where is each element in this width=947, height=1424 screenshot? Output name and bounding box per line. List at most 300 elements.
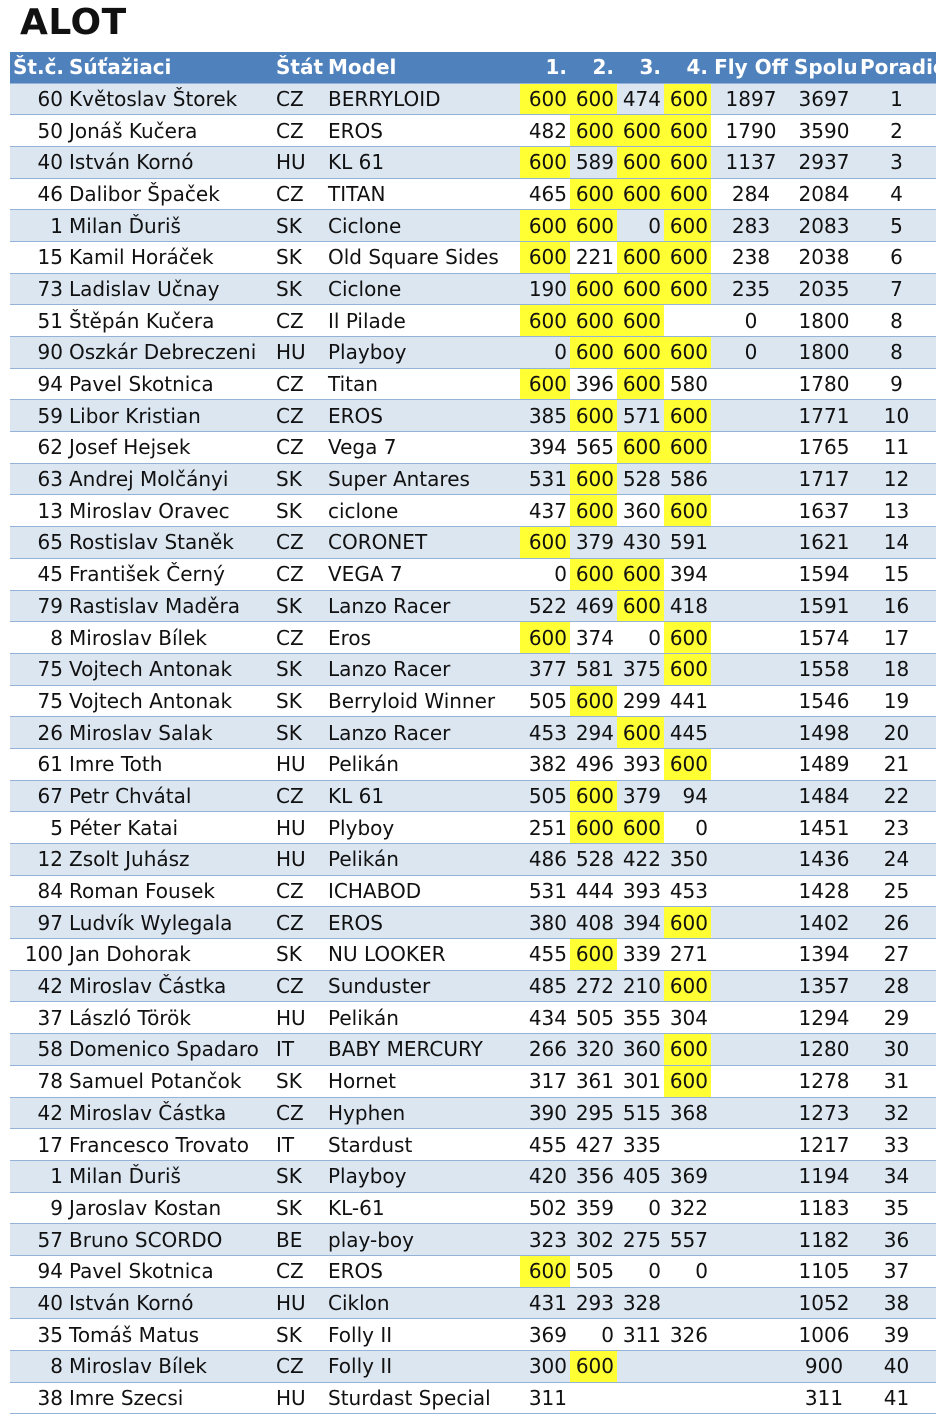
cell-round-3: 328 <box>617 1287 664 1319</box>
cell-fly-off <box>711 1097 791 1129</box>
cell-fly-off <box>711 1351 791 1383</box>
cell-rank: 31 <box>857 1065 936 1097</box>
cell-round-2: 361 <box>570 1065 617 1097</box>
cell-round-1: 0 <box>520 337 570 369</box>
cell-rank: 24 <box>857 844 936 876</box>
cell-round-2: 581 <box>570 653 617 685</box>
cell-round-3: 393 <box>617 875 664 907</box>
cell-rank: 40 <box>857 1351 936 1383</box>
cell-total: 1765 <box>791 432 857 464</box>
cell-total: 2083 <box>791 210 857 242</box>
cell-round-3: 0 <box>617 1255 664 1287</box>
cell-competitor: Milan Ďuriš <box>66 1160 273 1192</box>
cell-round-2: 408 <box>570 907 617 939</box>
cell-fly-off <box>711 1034 791 1066</box>
table-row <box>10 844 936 876</box>
cell-rank: 22 <box>857 780 936 812</box>
cell-round-4: 350 <box>664 844 711 876</box>
cell-fly-off <box>711 1192 791 1224</box>
table-row <box>10 495 936 527</box>
cell-round-4 <box>664 1129 711 1161</box>
cell-round-3: 600 <box>617 178 664 210</box>
cell-rank: 20 <box>857 717 936 749</box>
cell-total: 1498 <box>791 717 857 749</box>
cell-start-number: 59 <box>10 400 66 432</box>
cell-model: Playboy <box>325 1160 520 1192</box>
cell-round-4: 600 <box>664 337 711 369</box>
cell-competitor: László Török <box>66 1002 273 1034</box>
cell-state: CZ <box>273 178 325 210</box>
cell-competitor: Josef Hejsek <box>66 432 273 464</box>
table-row <box>10 875 936 907</box>
cell-round-4: 600 <box>664 748 711 780</box>
cell-total: 1273 <box>791 1097 857 1129</box>
cell-round-1: 600 <box>520 146 570 178</box>
cell-rank: 1 <box>857 83 936 115</box>
cell-round-2: 600 <box>570 812 617 844</box>
cell-round-3 <box>617 1382 664 1414</box>
cell-state: CZ <box>273 907 325 939</box>
cell-round-1: 431 <box>520 1287 570 1319</box>
cell-round-3: 600 <box>617 115 664 147</box>
cell-fly-off <box>711 1287 791 1319</box>
cell-round-3: 600 <box>617 273 664 305</box>
cell-competitor: Imre Szecsi <box>66 1382 273 1414</box>
cell-rank: 7 <box>857 273 936 305</box>
cell-start-number: 35 <box>10 1319 66 1351</box>
cell-model: CORONET <box>325 527 520 559</box>
cell-competitor: Francesco Trovato <box>66 1129 273 1161</box>
cell-competitor: Péter Katai <box>66 812 273 844</box>
cell-model: Hyphen <box>325 1097 520 1129</box>
cell-round-3: 600 <box>617 241 664 273</box>
cell-state: SK <box>273 463 325 495</box>
cell-fly-off <box>711 1224 791 1256</box>
table-row <box>10 146 936 178</box>
cell-round-3: 0 <box>617 1192 664 1224</box>
cell-round-3: 528 <box>617 463 664 495</box>
cell-rank: 6 <box>857 241 936 273</box>
cell-round-4: 600 <box>664 495 711 527</box>
cell-total: 1182 <box>791 1224 857 1256</box>
cell-competitor: Rostislav Staněk <box>66 527 273 559</box>
cell-round-2: 600 <box>570 115 617 147</box>
cell-start-number: 9 <box>10 1192 66 1224</box>
cell-start-number: 46 <box>10 178 66 210</box>
cell-state: SK <box>273 653 325 685</box>
cell-state: SK <box>273 210 325 242</box>
cell-round-2: 444 <box>570 875 617 907</box>
table-row <box>10 305 936 337</box>
cell-round-3: 311 <box>617 1319 664 1351</box>
cell-round-2: 600 <box>570 178 617 210</box>
cell-rank: 8 <box>857 305 936 337</box>
cell-round-2: 295 <box>570 1097 617 1129</box>
cell-state: HU <box>273 1287 325 1319</box>
cell-start-number: 51 <box>10 305 66 337</box>
cell-competitor: Miroslav Salak <box>66 717 273 749</box>
cell-model: KL-61 <box>325 1192 520 1224</box>
cell-round-4 <box>664 1287 711 1319</box>
cell-round-1: 600 <box>520 83 570 115</box>
cell-start-number: 75 <box>10 685 66 717</box>
cell-round-3: 515 <box>617 1097 664 1129</box>
cell-start-number: 100 <box>10 939 66 971</box>
table-row <box>10 717 936 749</box>
cell-start-number: 26 <box>10 717 66 749</box>
cell-total: 1574 <box>791 622 857 654</box>
cell-round-2: 294 <box>570 717 617 749</box>
cell-total: 2035 <box>791 273 857 305</box>
cell-round-3: 600 <box>617 146 664 178</box>
cell-competitor: Miroslav Bílek <box>66 622 273 654</box>
cell-round-3: 355 <box>617 1002 664 1034</box>
cell-round-2: 600 <box>570 558 617 590</box>
cell-round-4: 0 <box>664 1255 711 1287</box>
cell-competitor: Petr Chvátal <box>66 780 273 812</box>
cell-round-4: 600 <box>664 83 711 115</box>
cell-fly-off <box>711 368 791 400</box>
cell-rank: 4 <box>857 178 936 210</box>
cell-competitor: Štěpán Kučera <box>66 305 273 337</box>
cell-round-4: 600 <box>664 146 711 178</box>
table-row <box>10 178 936 210</box>
cell-round-3: 600 <box>617 558 664 590</box>
cell-rank: 32 <box>857 1097 936 1129</box>
cell-round-1: 266 <box>520 1034 570 1066</box>
cell-round-4: 418 <box>664 590 711 622</box>
table-row <box>10 1351 936 1383</box>
cell-total: 1294 <box>791 1002 857 1034</box>
cell-model: Pelikán <box>325 1002 520 1034</box>
cell-rank: 37 <box>857 1255 936 1287</box>
cell-start-number: 73 <box>10 273 66 305</box>
cell-model: Playboy <box>325 337 520 369</box>
cell-round-4 <box>664 1351 711 1383</box>
cell-rank: 23 <box>857 812 936 844</box>
cell-fly-off <box>711 939 791 971</box>
cell-rank: 26 <box>857 907 936 939</box>
cell-rank: 27 <box>857 939 936 971</box>
cell-fly-off: 0 <box>711 305 791 337</box>
cell-round-4: 0 <box>664 812 711 844</box>
cell-round-4: 326 <box>664 1319 711 1351</box>
table-row <box>10 241 936 273</box>
cell-round-2: 0 <box>570 1319 617 1351</box>
cell-round-2: 600 <box>570 463 617 495</box>
cell-total: 1217 <box>791 1129 857 1161</box>
cell-competitor: Miroslav Oravec <box>66 495 273 527</box>
cell-model: Folly II <box>325 1351 520 1383</box>
cell-total: 1780 <box>791 368 857 400</box>
cell-competitor: Samuel Potančok <box>66 1065 273 1097</box>
cell-round-3: 299 <box>617 685 664 717</box>
cell-round-1: 600 <box>520 241 570 273</box>
cell-start-number: 63 <box>10 463 66 495</box>
cell-fly-off <box>711 653 791 685</box>
cell-total: 1280 <box>791 1034 857 1066</box>
cell-state: HU <box>273 146 325 178</box>
cell-start-number: 13 <box>10 495 66 527</box>
cell-rank: 2 <box>857 115 936 147</box>
cell-round-1: 531 <box>520 875 570 907</box>
cell-round-4: 600 <box>664 210 711 242</box>
cell-state: SK <box>273 1192 325 1224</box>
table-row <box>10 590 936 622</box>
cell-round-3: 0 <box>617 622 664 654</box>
cell-competitor: Dalibor Špaček <box>66 178 273 210</box>
cell-state: CZ <box>273 115 325 147</box>
table-row <box>10 1287 936 1319</box>
cell-model: BABY MERCURY <box>325 1034 520 1066</box>
cell-model: Ciclone <box>325 210 520 242</box>
cell-state: HU <box>273 337 325 369</box>
cell-round-4: 586 <box>664 463 711 495</box>
cell-fly-off <box>711 812 791 844</box>
cell-total: 1558 <box>791 653 857 685</box>
cell-state: CZ <box>273 622 325 654</box>
cell-rank: 16 <box>857 590 936 622</box>
cell-round-2: 600 <box>570 337 617 369</box>
cell-competitor: František Černý <box>66 558 273 590</box>
cell-competitor: Libor Kristian <box>66 400 273 432</box>
cell-state: HU <box>273 812 325 844</box>
cell-round-3: 375 <box>617 653 664 685</box>
cell-total: 1278 <box>791 1065 857 1097</box>
cell-start-number: 1 <box>10 1160 66 1192</box>
cell-state: CZ <box>273 400 325 432</box>
cell-model: NU LOOKER <box>325 939 520 971</box>
cell-fly-off <box>711 717 791 749</box>
cell-round-1: 369 <box>520 1319 570 1351</box>
table-row <box>10 748 936 780</box>
cell-competitor: Milan Ďuriš <box>66 210 273 242</box>
cell-round-1: 600 <box>520 527 570 559</box>
cell-rank: 30 <box>857 1034 936 1066</box>
cell-rank: 39 <box>857 1319 936 1351</box>
cell-total: 1771 <box>791 400 857 432</box>
cell-round-3: 379 <box>617 780 664 812</box>
cell-fly-off: 1790 <box>711 115 791 147</box>
cell-competitor: István Kornó <box>66 146 273 178</box>
cell-state: CZ <box>273 83 325 115</box>
cell-round-1: 420 <box>520 1160 570 1192</box>
cell-total: 3590 <box>791 115 857 147</box>
cell-round-2: 600 <box>570 939 617 971</box>
cell-state: CZ <box>273 368 325 400</box>
cell-fly-off <box>711 400 791 432</box>
cell-round-1: 311 <box>520 1382 570 1414</box>
cell-start-number: 61 <box>10 748 66 780</box>
table-row <box>10 653 936 685</box>
cell-round-4: 322 <box>664 1192 711 1224</box>
cell-round-2: 469 <box>570 590 617 622</box>
cell-model: ciclone <box>325 495 520 527</box>
cell-round-1: 390 <box>520 1097 570 1129</box>
cell-round-3: 360 <box>617 495 664 527</box>
cell-round-1: 465 <box>520 178 570 210</box>
cell-round-3: 430 <box>617 527 664 559</box>
cell-state: HU <box>273 1002 325 1034</box>
cell-competitor: Andrej Molčányi <box>66 463 273 495</box>
cell-fly-off <box>711 907 791 939</box>
cell-round-1: 377 <box>520 653 570 685</box>
cell-state: SK <box>273 1160 325 1192</box>
table-row <box>10 1382 936 1414</box>
cell-model: Eros <box>325 622 520 654</box>
cell-round-3: 600 <box>617 812 664 844</box>
header-rank: Poradie <box>860 55 947 80</box>
cell-model: EROS <box>325 1255 520 1287</box>
cell-model: play-boy <box>325 1224 520 1256</box>
cell-round-2: 272 <box>570 970 617 1002</box>
cell-rank: 15 <box>857 558 936 590</box>
cell-state: SK <box>273 495 325 527</box>
cell-round-4: 600 <box>664 907 711 939</box>
cell-fly-off <box>711 1129 791 1161</box>
cell-fly-off: 0 <box>711 337 791 369</box>
cell-round-2: 359 <box>570 1192 617 1224</box>
cell-total: 1428 <box>791 875 857 907</box>
cell-round-4: 369 <box>664 1160 711 1192</box>
table-row <box>10 1097 936 1129</box>
cell-round-2: 528 <box>570 844 617 876</box>
cell-round-2: 505 <box>570 1255 617 1287</box>
cell-round-4: 394 <box>664 558 711 590</box>
cell-round-3: 422 <box>617 844 664 876</box>
cell-round-4: 600 <box>664 115 711 147</box>
cell-state: SK <box>273 241 325 273</box>
cell-fly-off <box>711 844 791 876</box>
cell-round-2: 427 <box>570 1129 617 1161</box>
cell-round-4: 600 <box>664 178 711 210</box>
cell-fly-off <box>711 748 791 780</box>
cell-competitor: Tomáš Matus <box>66 1319 273 1351</box>
cell-round-4: 271 <box>664 939 711 971</box>
cell-state: CZ <box>273 558 325 590</box>
cell-start-number: 90 <box>10 337 66 369</box>
cell-round-1: 522 <box>520 590 570 622</box>
cell-start-number: 45 <box>10 558 66 590</box>
cell-start-number: 97 <box>10 907 66 939</box>
cell-fly-off <box>711 1382 791 1414</box>
results-table <box>10 52 947 1414</box>
cell-round-2: 565 <box>570 432 617 464</box>
table-row <box>10 780 936 812</box>
cell-round-1: 600 <box>520 622 570 654</box>
table-row <box>10 210 936 242</box>
table-row <box>10 337 936 369</box>
cell-round-2: 600 <box>570 1351 617 1383</box>
cell-model: Titan <box>325 368 520 400</box>
header-round-2: 2. <box>592 55 614 80</box>
cell-rank: 25 <box>857 875 936 907</box>
cell-fly-off: 235 <box>711 273 791 305</box>
cell-round-1: 482 <box>520 115 570 147</box>
cell-round-2: 600 <box>570 780 617 812</box>
cell-start-number: 75 <box>10 653 66 685</box>
table-row <box>10 463 936 495</box>
cell-model: EROS <box>325 115 520 147</box>
cell-model: TITAN <box>325 178 520 210</box>
cell-total: 2937 <box>791 146 857 178</box>
cell-rank: 10 <box>857 400 936 432</box>
cell-round-1: 505 <box>520 685 570 717</box>
cell-round-1: 323 <box>520 1224 570 1256</box>
cell-state: CZ <box>273 1255 325 1287</box>
cell-start-number: 8 <box>10 1351 66 1383</box>
cell-round-4 <box>664 305 711 337</box>
cell-start-number: 5 <box>10 812 66 844</box>
cell-round-1: 251 <box>520 812 570 844</box>
cell-round-2: 600 <box>570 273 617 305</box>
table-row <box>10 83 936 115</box>
cell-model: VEGA 7 <box>325 558 520 590</box>
cell-state: SK <box>273 273 325 305</box>
cell-round-3: 600 <box>617 368 664 400</box>
cell-round-1: 453 <box>520 717 570 749</box>
cell-round-1: 385 <box>520 400 570 432</box>
cell-start-number: 40 <box>10 146 66 178</box>
cell-round-3: 474 <box>617 83 664 115</box>
cell-fly-off <box>711 558 791 590</box>
cell-round-1: 380 <box>520 907 570 939</box>
header-round-1: 1. <box>545 55 567 80</box>
cell-total: 1105 <box>791 1255 857 1287</box>
cell-fly-off: 284 <box>711 178 791 210</box>
cell-rank: 12 <box>857 463 936 495</box>
table-row <box>10 1002 936 1034</box>
cell-competitor: Vojtech Antonak <box>66 685 273 717</box>
cell-total: 1489 <box>791 748 857 780</box>
cell-round-3: 301 <box>617 1065 664 1097</box>
cell-round-1: 600 <box>520 305 570 337</box>
cell-total: 2084 <box>791 178 857 210</box>
cell-model: Stardust <box>325 1129 520 1161</box>
cell-round-1: 600 <box>520 1255 570 1287</box>
cell-fly-off <box>711 1319 791 1351</box>
table-row <box>10 400 936 432</box>
cell-fly-off <box>711 622 791 654</box>
cell-round-2: 505 <box>570 1002 617 1034</box>
cell-fly-off <box>711 875 791 907</box>
cell-model: EROS <box>325 400 520 432</box>
cell-total: 1194 <box>791 1160 857 1192</box>
cell-model: Pelikán <box>325 844 520 876</box>
cell-round-1: 600 <box>520 368 570 400</box>
cell-state: CZ <box>273 1097 325 1129</box>
cell-fly-off <box>711 495 791 527</box>
cell-round-3: 335 <box>617 1129 664 1161</box>
cell-round-4 <box>664 1382 711 1414</box>
cell-total: 1006 <box>791 1319 857 1351</box>
cell-fly-off: 1137 <box>711 146 791 178</box>
cell-competitor: Kamil Horáček <box>66 241 273 273</box>
header-round-3: 3. <box>639 55 661 80</box>
cell-round-3: 405 <box>617 1160 664 1192</box>
table-row <box>10 970 936 1002</box>
cell-rank: 14 <box>857 527 936 559</box>
cell-model: KL 61 <box>325 146 520 178</box>
cell-rank: 9 <box>857 368 936 400</box>
cell-round-2 <box>570 1382 617 1414</box>
page-title: ALOT <box>20 2 127 43</box>
cell-fly-off <box>711 1002 791 1034</box>
table-row <box>10 1065 936 1097</box>
cell-start-number: 38 <box>10 1382 66 1414</box>
cell-state: CZ <box>273 305 325 337</box>
header-total: Spolu <box>794 55 858 80</box>
